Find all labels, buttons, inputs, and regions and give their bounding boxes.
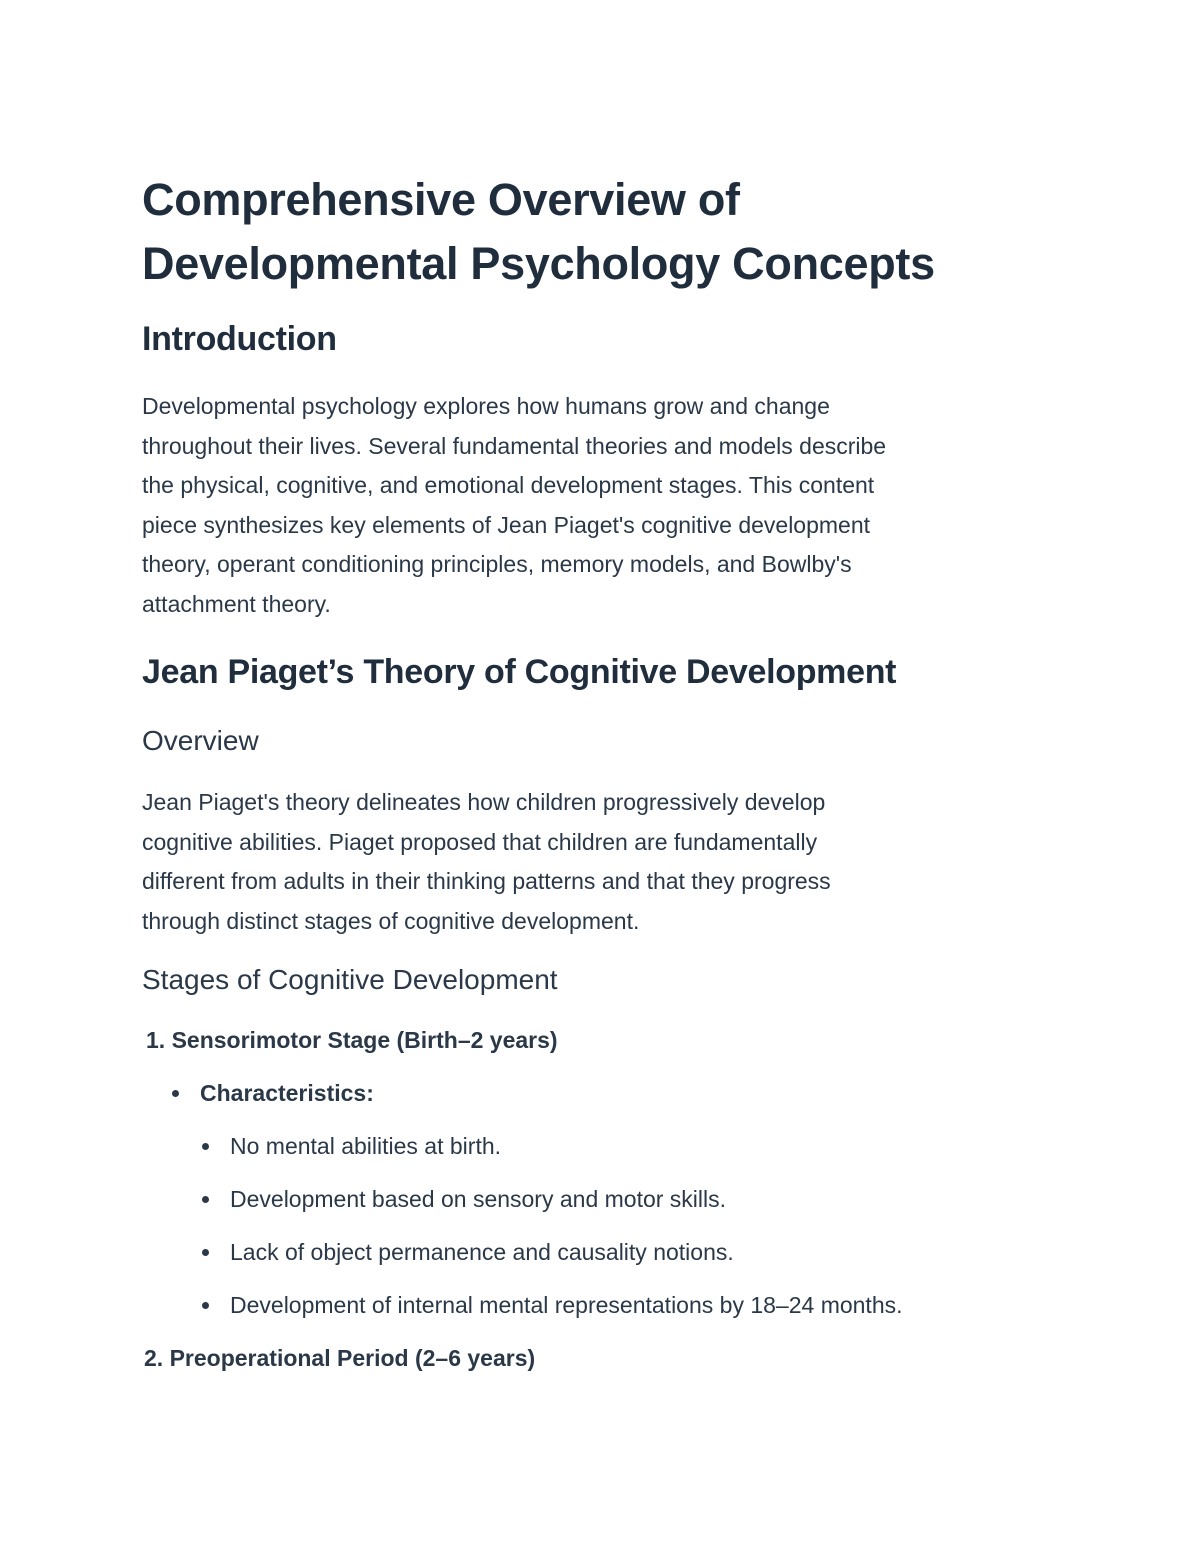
document-title [142,168,935,296]
list-item-text: Development based on sensory and motor skills. [230,1186,727,1212]
bullet-dot-icon [202,1249,209,1256]
overview-paragraph [142,783,1057,941]
bullet-dot-icon [202,1196,209,1203]
title-line: Comprehensive Overview of [142,174,740,225]
paragraph-line: Developmental psychology explores how humans grow and change [142,393,830,419]
paragraph-line: Jean Piaget's theory delineates how children progressively develop [142,789,826,815]
introduction-paragraph [142,387,1057,624]
title-line: Developmental Psychology Concepts [142,238,935,289]
paragraph-line: cognitive abilities. Piaget proposed that children are fundamentally [142,828,818,855]
introduction-heading: Introduction [142,320,337,358]
stage-item-preoperational: 2. Preoperational Period (2–6 years) [144,1345,536,1371]
piaget-heading: Jean Piaget’s Theory of Cognitive Development [142,653,897,691]
paragraph-line: the physical, cognitive, and emotional development stages. This content [142,472,875,498]
paragraph-line: theory, operant conditioning principles, memory models, and Bowlby's [142,551,852,577]
bullet-dot-icon [202,1302,209,1309]
paragraph-line: throughout their lives. Several fundamental theories and models describe [142,432,887,459]
stage-item-sensorimotor: 1. Sensorimotor Stage (Birth–2 years) [146,1027,558,1053]
paragraph-line: through distinct stages of cognitive development. [142,907,640,934]
stages-heading: Stages of Cognitive Development [142,964,558,995]
bullet-dot-icon [172,1090,179,1097]
bullet-dot-icon [202,1143,209,1150]
list-item-text: Development of internal mental representations by 18–24 months. [230,1292,903,1318]
characteristics-label: Characteristics: [200,1080,374,1106]
paragraph-line: different from adults in their thinking patterns and that they progress [142,868,831,894]
list-item-text: No mental abilities at birth. [230,1133,502,1159]
list-item-text: Lack of object permanence and causality notions. [230,1239,734,1265]
paragraph-line: attachment theory. [142,590,331,617]
overview-heading: Overview [142,725,259,756]
paragraph-line: piece synthesizes key elements of Jean Piaget's cognitive development [142,511,871,538]
